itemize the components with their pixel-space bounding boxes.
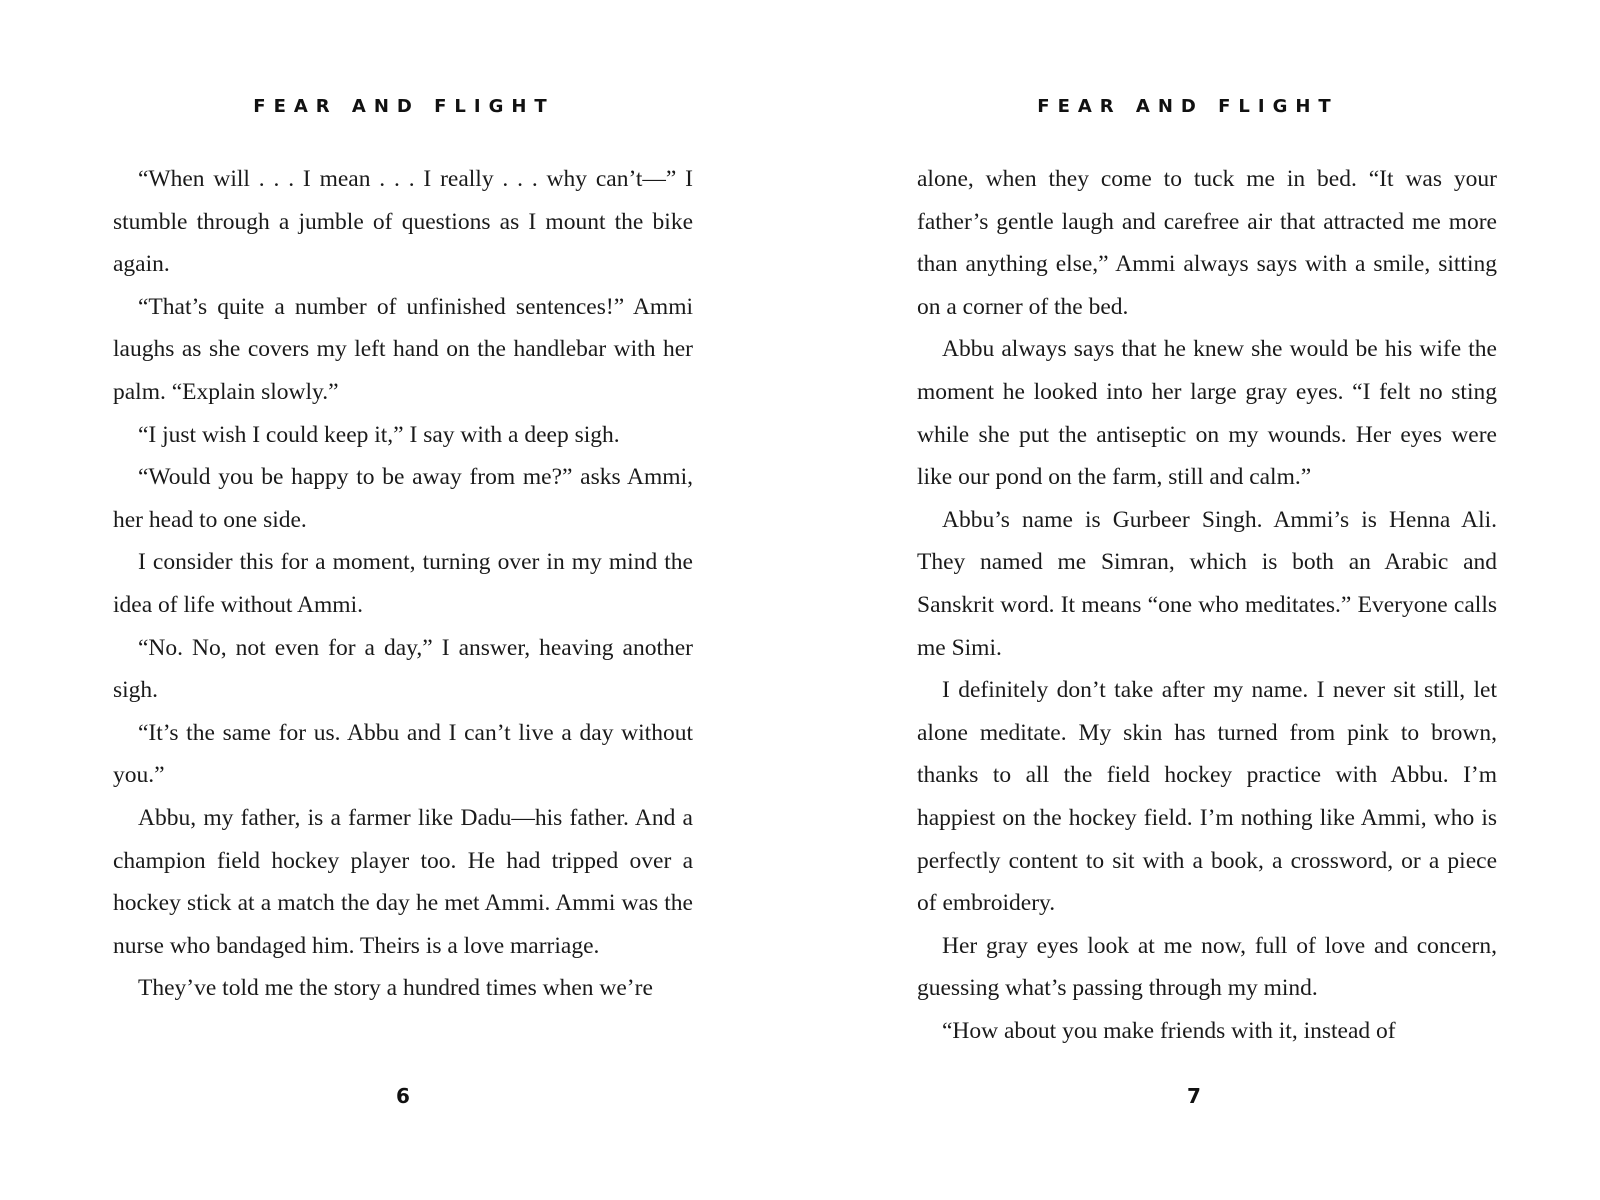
paragraph: “How about you make friends with it, instead of — [942, 1017, 1396, 1044]
running-head: FEAR AND FLIGHT — [1037, 96, 1339, 117]
paragraph: Abbu’s name is Gurbeer Singh. Ammi’s is Henna Ali. They named me Simran, which is both an Arabic and Sanskrit word. It means “one who meditates.” Everyone calls me Simi. — [917, 506, 1497, 661]
paragraph: Abbu, my father, is a farmer like Dadu—his father. And a champion field hockey player too. He had tripped over a hockey stick at a match the day he met Ammi. Ammi was the nurse who bandaged him. Theirs is a love marriage. — [113, 804, 693, 959]
paragraph: Abbu always says that he knew she would be his wife the moment he looked into her large gray eyes. “I felt no sting while she put the antiseptic on my wounds. Her eyes were like our pond on the farm, still and calm.” — [917, 336, 1497, 491]
paragraph: “That’s quite a number of unfinished sentences!” Ammi laughs as she covers my left hand on the handlebar with her palm. “Explain slowly.” — [113, 293, 693, 405]
paragraph: “I just wish I could keep it,” I say with a deep sigh. — [138, 421, 620, 448]
running-head: FEAR AND FLIGHT — [253, 96, 555, 117]
paragraph: “No. No, not even for a day,” I answer, heaving another sigh. — [113, 634, 693, 704]
paragraph: alone, when they come to tuck me in bed. “It was your father’s gentle laugh and carefree air that attracted me more than anything else,” Ammi always says with a smile, sitting on a corner of the bed. — [917, 166, 1497, 320]
body-text — [113, 158, 693, 1010]
paragraph: Her gray eyes look at me now, full of love and concern, guessing what’s passing through my mind. — [917, 932, 1497, 1002]
paragraph: They’ve told me the story a hundred times when we’re — [138, 975, 653, 1002]
paragraph: I consider this for a moment, turning over in my mind the idea of life without Ammi. — [113, 549, 693, 618]
right-page — [800, 0, 1600, 1200]
paragraph: “When will . . . I mean . . . I really . . . why can’t—” I stumble through a jumble of questions as I mount the bike again. — [113, 166, 693, 278]
page-number: 7 — [1187, 1084, 1201, 1108]
page-number: 6 — [396, 1084, 410, 1108]
paragraph: I definitely don’t take after my name. I never sit still, let alone meditate. My skin has turned from pink to brown, thanks to all the field hockey practice with Abbu. I’m happiest on the hockey field. I’m nothing like Ammi, who is perfectly content to sit with a book, a crossword, or a piece of embroidery. — [917, 677, 1497, 917]
paragraph: “Would you be happy to be away from me?” asks Ammi, her head to one side. — [113, 464, 693, 533]
body-text — [917, 158, 1497, 1052]
paragraph: “It’s the same for us. Abbu and I can’t live a day without you.” — [113, 719, 693, 789]
